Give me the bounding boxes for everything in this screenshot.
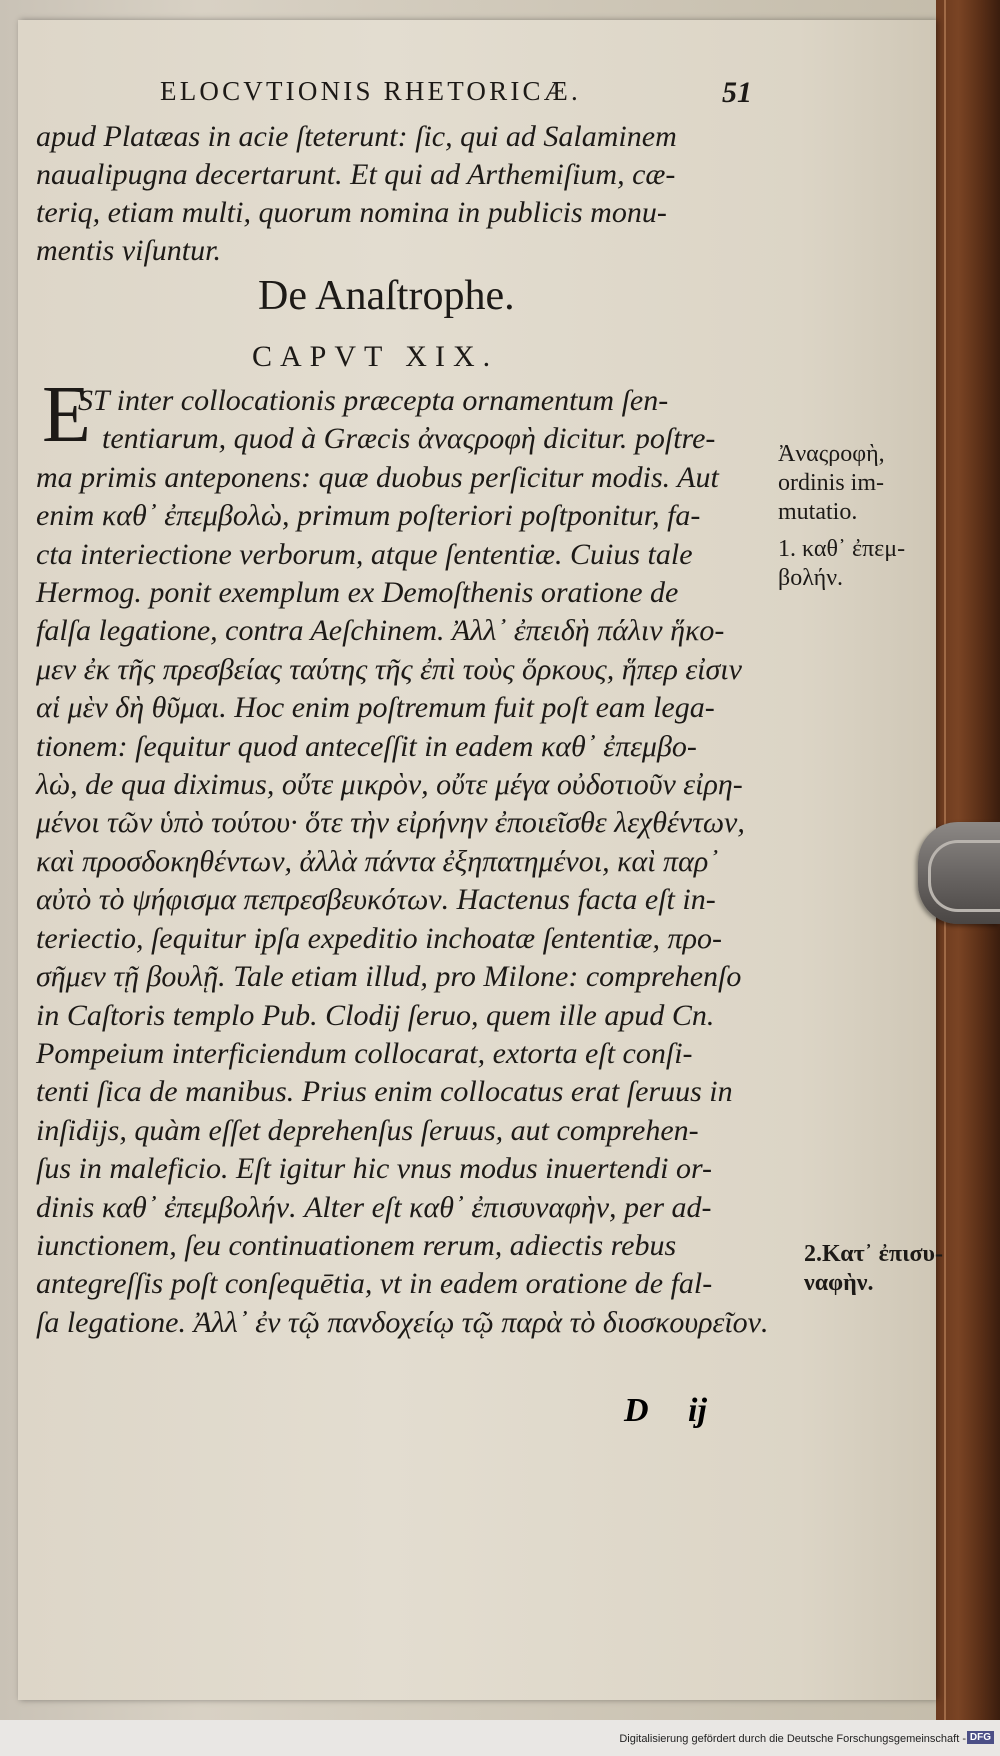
section-title: De Anaſtrophe. [258,273,515,319]
text-line: falſa legatione, contra Aeſchinem. Ἀλλ᾽ ἐπειδὴ πάλιν ἥκο- [36,614,725,648]
text-line: tenti ſica de manibus. Prius enim collocatus erat ſeruus in [36,1075,733,1109]
main-paragraph [36,382,769,1342]
page-clip-ring [928,840,1000,912]
page-number: 51 [722,76,752,109]
chapter-heading: CAPVT XIX. [252,340,499,373]
text-line: ſa legatione. Ἀλλ᾽ ἐν τῷ πανδοχείῳ τῷ παρὰ τὸ διοσκουρεῖον. [36,1305,769,1339]
text-line: καὶ προσδοκηθέντων, ἀλλὰ πάντα ἐξηπατημένοι, καὶ παρ᾽ [36,844,719,878]
margin-note-anastrophe [778,440,885,527]
text-line: naualipugna decertarunt. Et qui ad Arthemiſium, cæ- [36,158,676,191]
text-line: Hermog. ponit exemplum ex Demoſthenis oratione de [36,576,679,610]
signature-numeral: ij [688,1392,707,1429]
signature-mark: D [624,1392,649,1429]
text-line: iunctionem, ſeu continuationem rerum, adiectis rebus [36,1228,677,1262]
opening-text [36,118,677,270]
text-line: dinis καθ᾽ ἐπεμβολήν. Alter eſt καθ᾽ ἐπισυναφὴν, per ad- [36,1190,712,1224]
margin-line: Ἀναςροφὴ, [778,441,885,467]
text-line: tentiarum, quod à Græcis ἀναςροφὴ dicitur. poſtre- [102,422,716,456]
text-line: teriq, etiam multi, quorum nomina in publicis monu- [36,196,667,229]
text-line: λὼ, de qua diximus, οὔτε μικρὸν, οὔτε μέγα οὐδοτιοῦν εἰρη- [36,768,743,802]
text-line: antegreſſis poſt conſequētia, vt in eadem oratione de fal- [36,1267,713,1301]
digitization-credit: Digitalisierung gefördert durch die Deutsche Forschungsgemeinschaft - [619,1733,966,1745]
text-line: apud Platæas in acie ſteterunt: ſic, qui ad Salaminem [36,120,677,153]
margin-note-first-mode [778,535,905,593]
margin-line: ordinis im- [778,470,884,496]
text-line: μένοι τῶν ὑπὸ τούτου· ὅτε τὴν εἰρήνην ἐποιεῖσθε λεχθέντων, [36,806,745,840]
running-title: ELOCVTIONIS RHETORICÆ. [160,76,581,106]
text-line: cta interiectione verborum, atque ſententiæ. Cuius tale [36,537,693,571]
margin-line: βολήν. [778,565,844,591]
text-line: ſus in maleficio. Eſt igitur hic vnus modus inuertendi or- [36,1152,713,1186]
text-line: αὐτὸ τὸ ψήφισμα πεπρεσβευκότων. Hactenus facta eſt in- [36,883,716,917]
margin-line: 1. καθ᾽ ἐπεμ- [778,536,906,562]
text-line: tionem: ſequitur quod anteceſſit in eadem καθ᾽ ἐπεμβο- [36,729,697,763]
text-line: inſidijs, quàm eſſet deprehenſus ſeruus, aut comprehen- [36,1113,699,1147]
text-line: αἱ μὲν δὴ θῦμαι. Hoc enim poſtremum fuit poſt eam lega- [36,691,715,725]
margin-line: mutatio. [778,499,858,525]
text-line: ST inter collocationis præcepta ornamentum ſen- [78,384,669,417]
text-line: ma primis anteponens: quæ duobus perſicitur modis. Aut [36,460,719,494]
text-line: mentis viſuntur. [36,234,221,267]
text-line: in Caſtoris templo Pub. Clodij ſeruo, quem ille apud Cn. [36,998,715,1032]
margin-line: 2.Κατ᾽ ἐπισυ- [804,1241,944,1267]
text-line: enim καθ᾽ ἐπεμβολὼ, primum poſteriori poſtponitur, fa- [36,499,701,533]
drop-cap: E [42,371,91,459]
text-line: teriectio, ſequitur ipſa expeditio inchoatæ ſententiæ, προ- [36,921,722,955]
text-line: σῆμεν τῇ βουλῇ. Tale etiam illud, pro Milone: comprehenſo [36,960,742,994]
dfg-logo: DFG [967,1731,994,1744]
margin-note-second-mode [804,1240,943,1298]
text-line: Pompeium interficiendum collocarat, extorta eſt conſi- [36,1036,693,1070]
margin-line: ναφὴν. [804,1270,874,1296]
text-line: μεν ἐκ τῆς πρεσβείας ταύτης τῆς ἐπὶ τοὺς ὅρκους, ἥπερ εἰσιν [36,652,742,686]
